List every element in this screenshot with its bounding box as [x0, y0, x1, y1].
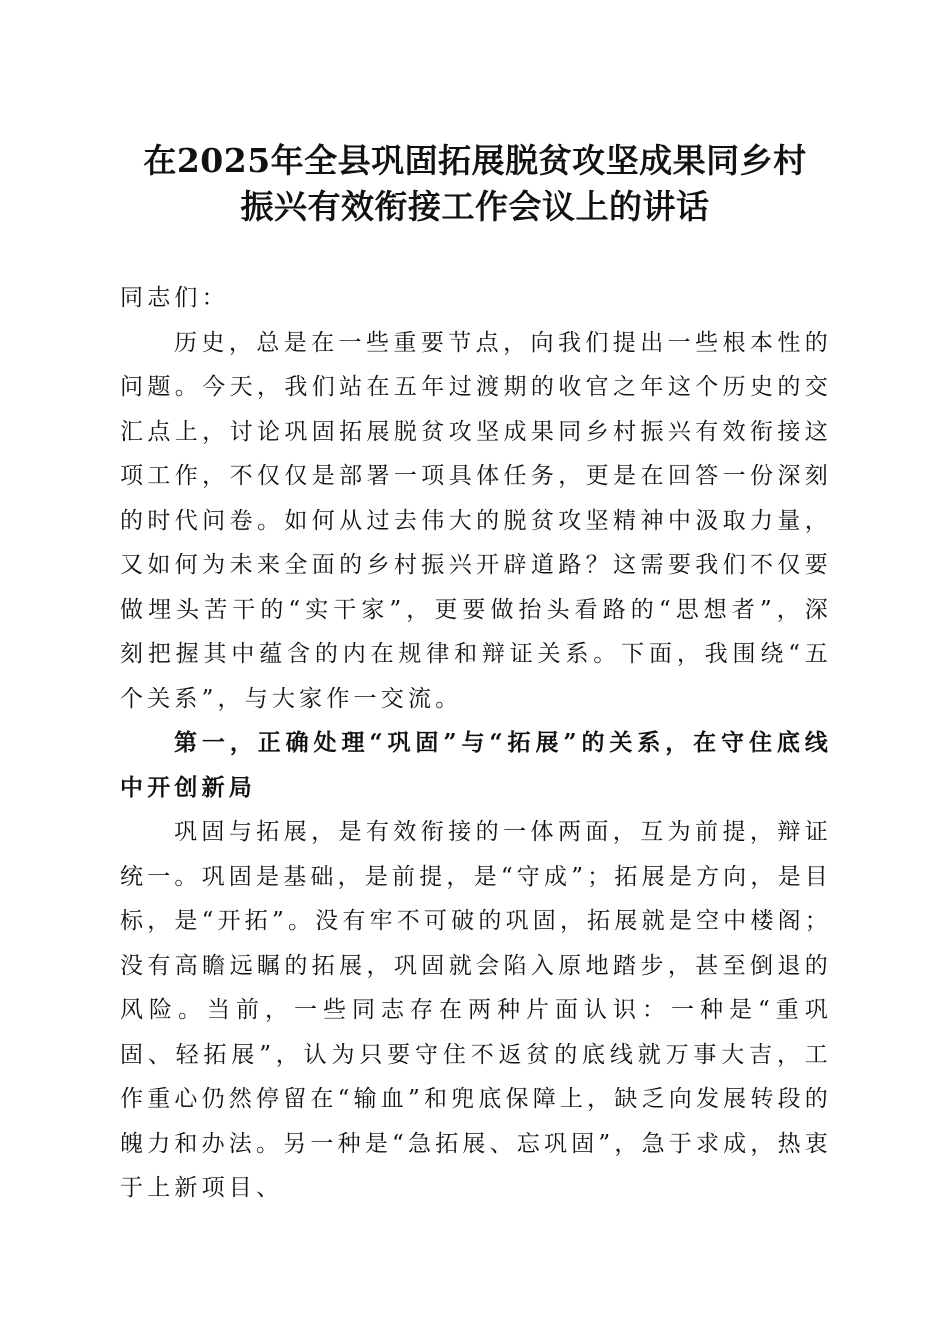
title-line-1: 在2025年全县巩固拓展脱贫攻坚成果同乡村	[143, 141, 807, 180]
salutation: 同志们：	[120, 285, 229, 311]
section-heading-1: 第一，正确处理“巩固”与“拓展”的关系，在守住底线中开创新局	[120, 729, 832, 801]
section-paragraph-1: 巩固与拓展，是有效衔接的一体两面，互为前提，辩证统一。巩固是基础，是前提，是“守成”；拓展是方向，是目标，是“开拓”。没有牢不可破的巩固，拓展就是空中楼阁；没有高瞻远瞩的拓展，巩固就会陷入原地踏步，甚至倒退的风险。当前，一些同志存在两种片面认识：一种是“重巩固、轻拓展”，认为只要守住不返贫的底线就万事大吉，工作重心仍然停留在“输血”和兜底保障上，缺乏向发展转段的魄力和办法。另一种是“急拓展、忘巩固”，急于求成，热衷于上新项目、	[120, 819, 832, 1201]
document-title	[120, 138, 830, 230]
document-body	[120, 276, 832, 1211]
intro-paragraph: 历史，总是在一些重要节点，向我们提出一些根本性的问题。今天，我们站在五年过渡期的收官之年这个历史的交汇点上，讨论巩固拓展脱贫攻坚成果同乡村振兴有效衔接这项工作，不仅仅是部署一项具体任务，更是在回答一份深刻的时代问卷。如何从过去伟大的脱贫攻坚精神中汲取力量，又如何为未来全面的乡村振兴开辟道路？这需要我们不仅要做埋头苦干的“实干家”，更要做抬头看路的“思想者”，深刻把握其中蕴含的内在规律和辩证关系。下面，我围绕“五个关系”，与大家作一交流。	[120, 329, 832, 712]
title-line-2: 振兴有效衔接工作会议上的讲话	[240, 187, 710, 226]
